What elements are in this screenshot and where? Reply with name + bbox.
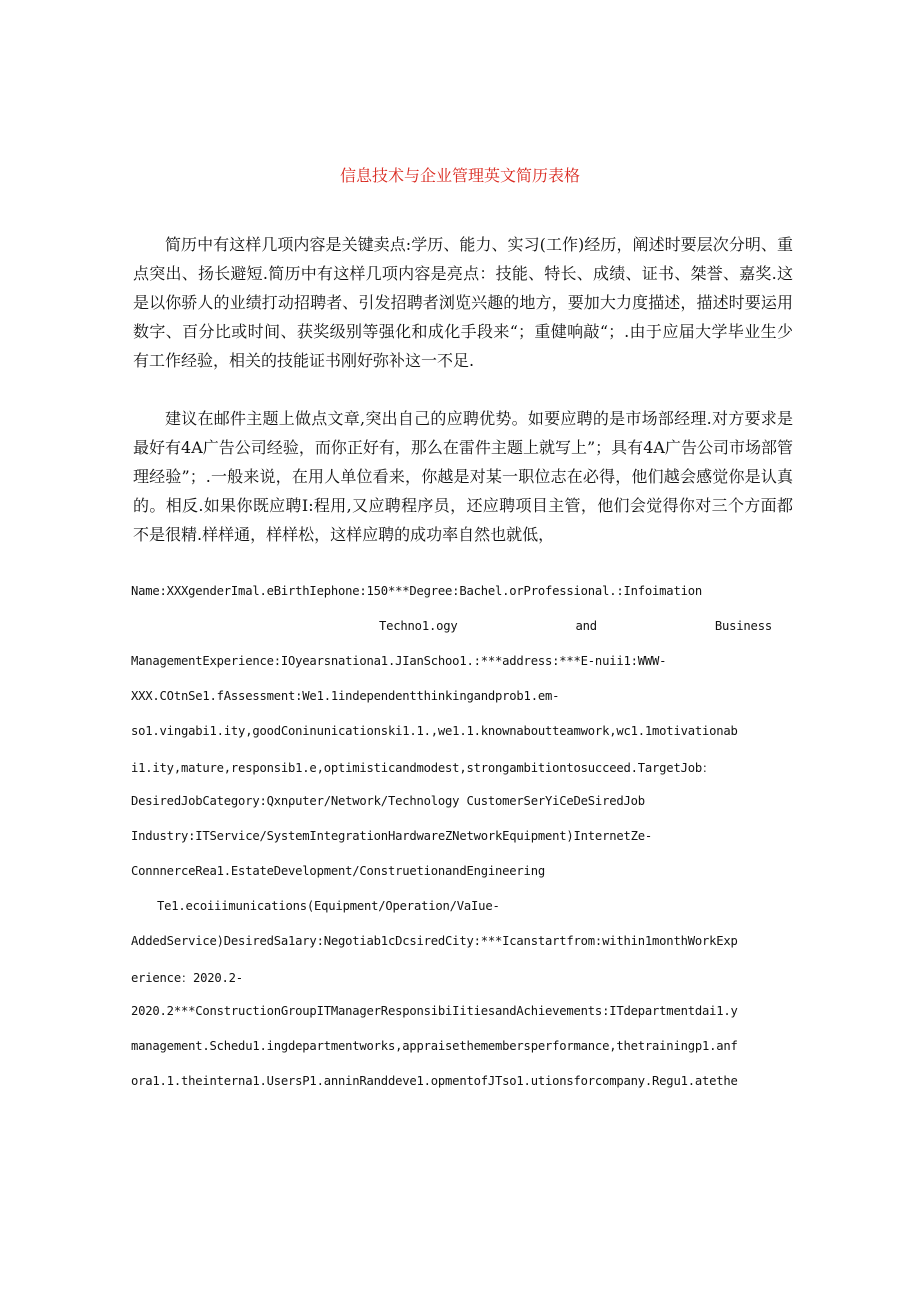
resume-word: and (575, 619, 597, 633)
resume-line: DesiredJobCategory:Qxnρuter/Network/Technology CustomerSerYiCeDeSiredJob (131, 794, 645, 808)
resume-word: Business (714, 619, 772, 633)
resume-word: Techno1.ogy (379, 619, 458, 633)
resume-text-block (131, 584, 796, 1109)
resume-line: ManagementExperience:IOyearsnationa1.JIanSchoo1.:***address:***E-nuii1:WWW- (131, 654, 667, 668)
resume-line: so1.vingabi1.ity,goodConinunicationski1.1.,we1.1.knownaboutteamwork,wc1.1motivationab (131, 724, 738, 738)
resume-line: 2020.2***ConstructionGroupITManagerResponsibiIitiesandAchievements:ITdepartmentdai1.y (131, 1004, 738, 1018)
resume-line: Name:XXXgenderImal.eBirthIephone:150***Degree:Bachel.orProfessional.:Infoimation (131, 584, 702, 598)
document-title: 信息技术与企业管理英文简历表格 (339, 166, 580, 185)
resume-line: Te1.ecoiiimunications(Equipment/Operation/VaIue- (157, 899, 500, 913)
paragraph-resume-selling-points: 简历中有这样几项内容是关键卖点:学历、能力、实习(工作)经历，阐述时要层次分明、重点突出、扬长避短.简历中有这样几项内容是亮点：技能、特长、成绩、证书、桀誉、嘉奖.这是以你骄人的业绩打动招聘者、引发招聘者浏览兴趣的地方，要加大力度描述，描述时要运用数字、百分比或时间、获奖级别等强化和成化手段来“；重健响敲“；.由于应届大学毕业生少有工作经验，相关的技能证书刚好弥补这一不足. (133, 235, 793, 370)
resume-line: erience：2020.2- (131, 971, 243, 985)
resume-line: ora1.1.theinterna1.UsersP1.anninRanddeve1.opmentofJTso1.utionsforcompany.Regu1.atethe (131, 1074, 738, 1088)
resume-line (131, 619, 772, 654)
paragraph-email-subject-advice: 建议在邮件主题上做点文章,突出自己的应聘优势。如要应聘的是市场部经理.对方要求是最好有4A广告公司经验，而你正好有，那么在雷件主题上就写上”；具有4A广告公司市场部管理经验”；.一般来说，在用人单位看来，你越是对某一职位志在必得，他们越会感觉你是认真的。相反.如果你既应聘I:程用,又应聘程序员，还应聘项目主管，他们会觉得你对三个方面都不是很精.样样通，样样松，这样应聘的成功率自然也就低， (133, 409, 793, 544)
resume-line: management.Schedu1.ingdepartmentworks,appraisethemembersperformance,thetrainingp1.anf (131, 1039, 738, 1053)
resume-line: Industry:ITService/SystemIntegrationHardwareZNetworkEquipment)InternetZe- (131, 829, 653, 843)
resume-line: ConnnerceRea1.EstateDevelopment/ConstruetionandEngineering (131, 864, 545, 878)
resume-line: i1.ity,mature,responsib1.e,optimisticandmodest,strongambitiontosucceed.TargetJob： (131, 761, 714, 775)
resume-line: AddedService)DesiredSa1ary:Negotiab1cDcsiredCity:***Icanstartfrom:within1monthWorkExp (131, 934, 738, 948)
resume-line: XXX.COtnSe1.fAssessment:We1.1independentthinkingandprob1.em- (131, 689, 560, 703)
